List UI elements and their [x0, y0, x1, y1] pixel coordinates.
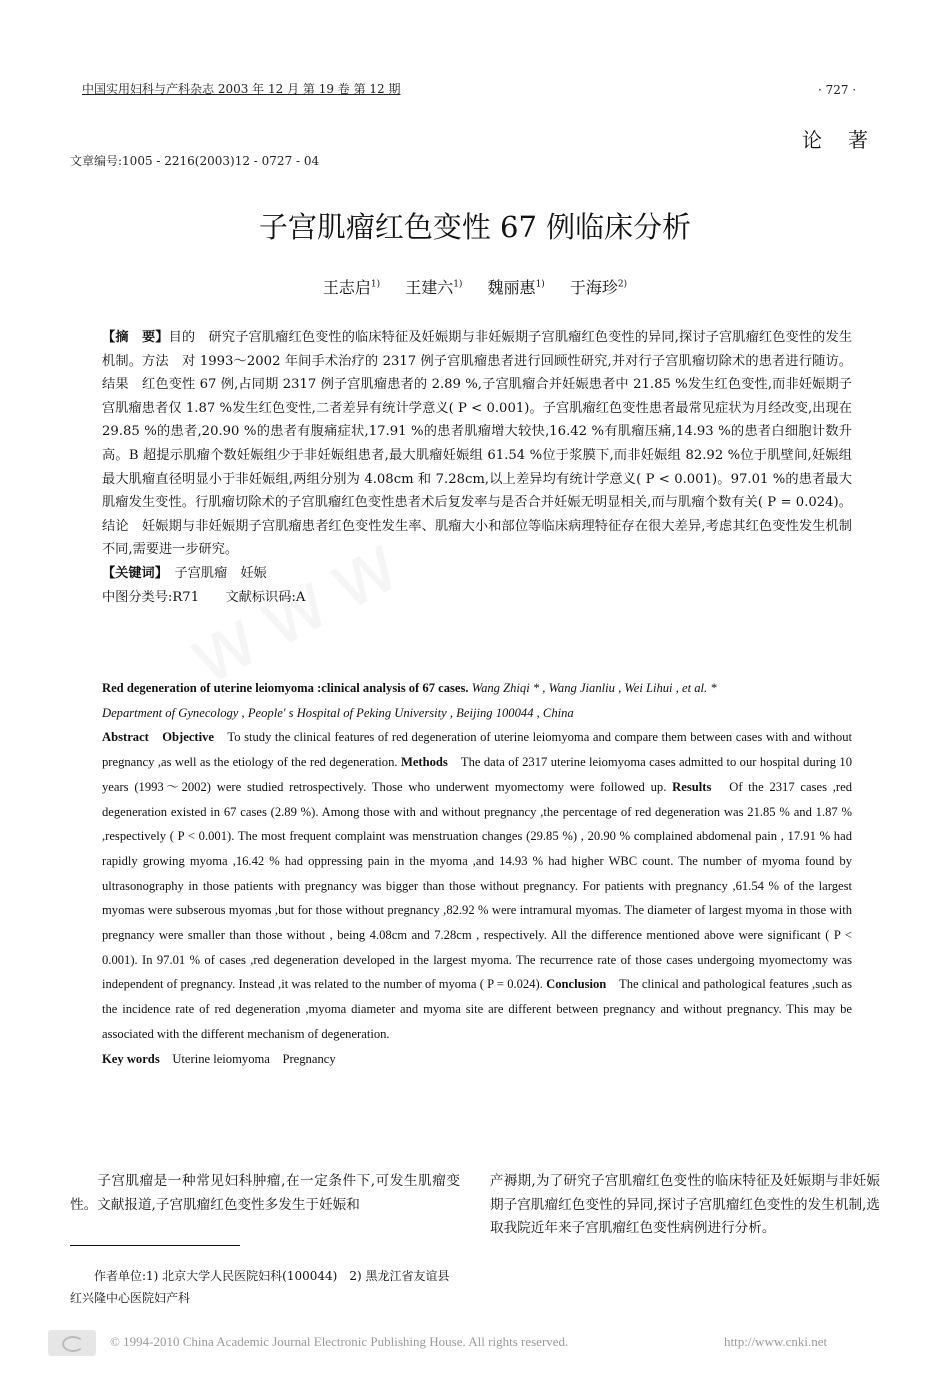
classification: 中图分类号:R71 文献标识码:A	[102, 589, 306, 605]
page-number: · 727 ·	[818, 83, 857, 97]
article-number: 文章编号:1005 - 2216(2003)12 - 0727 - 04	[70, 154, 320, 168]
author-list	[0, 275, 950, 298]
chinese-abstract	[102, 326, 852, 609]
footnote-divider	[70, 1245, 240, 1246]
section-label: 论著	[802, 128, 894, 152]
paper-title: 子宫肌瘤红色变性 67 例临床分析	[258, 210, 692, 244]
body-column-left: 子宫肌瘤是一种常见妇科肿瘤,在一定条件下,可发生肌瘤变性。文献报道,子宫肌瘤红色变性多发生于妊娠和	[70, 1173, 460, 1213]
cnki-link[interactable]: http://www.cnki.net	[724, 1334, 828, 1349]
english-abstract	[102, 676, 852, 1071]
copyright-text: © 1994-2010 China Academic Journal Electronic Publishing House. All rights reserved.	[110, 1334, 569, 1349]
author: 于海珍$^{2)}$	[569, 278, 628, 297]
author: 王建六$^{1)}$	[405, 278, 463, 297]
author: 魏丽惠$^{1)}$	[487, 278, 545, 297]
cnki-logo-icon	[48, 1330, 96, 1356]
keywords-cn: 【关键词】 子宫肌瘤 妊娠	[102, 565, 267, 581]
abstract-cn-paragraph: 【摘 要】目的 研究子宫肌瘤红色变性的临床特征及妊娠期与非妊娠期子宫肌瘤红色变性的异同,探讨子宫肌瘤红色变性的发生机制。方法 对 1993～2002 年间手术治疗的 2317 例子宫肌瘤患者进行回顾性研究,并对行子宫肌瘤切除术的患者进行随访。结果 红色变性 67 例,占同期 2317 例子宫肌瘤患者的 2.89 %,子宫肌瘤合并妊娠患者中 21.85 %发生红色变性,而非妊娠期子宫肌瘤患者仅 1.87 %发生红色变性,二者差异有统计学意义( P < 0.001)。子宫肌瘤红色变性患者最常见症状为月经改变,出现在 29.85 %的患者,20.90 %的患者有腹痛症状,17.91 %的患者肌瘤增大较快,16.42 %有肌瘤压痛,14.93 %的患者白细胞计数升高。B 超提示肌瘤个数妊娠组少于非妊娠组患者,最大肌瘤妊娠组 61.54 %位于浆膜下,而非妊娠组 82.92 %位于肌壁间,妊娠组最大肌瘤直径明显小于非妊娠组,两组分别为 4.08cm 和 7.28cm,以上差异均有统计学意义( P < 0.001)。97.01 %的患者最大肌瘤发生变性。行肌瘤切除术的子宫肌瘤红色变性患者术后复发率与是否合并妊娠无明显相关,而与肌瘤个数有关( P = 0.024)。结论 妊娠期与非妊娠期子宫肌瘤患者红色变性发生率、肌瘤大小和部位等临床病理特征存在很大差异,考虑其红色变性发生机制不同,需要进一步研究。	[102, 330, 853, 558]
author: 王志启$^{1)}$	[322, 278, 381, 297]
affiliation: Department of Gynecology , People' s Hospital of Peking University , Beijing 100044 , China	[102, 705, 574, 720]
abstract-cn-label: 【摘 要】	[102, 330, 169, 345]
author-affiliation-footnote: 作者单位:1) 北京大学人民医院妇科(100044) 2) 黑龙江省友谊县红兴隆中心医院妇产科	[70, 1269, 450, 1305]
abstract-en-body: Abstract Objective To study the clinical features of red degeneration of uterine leiomyoma and compare them between cases with and without pregnancy ,as well as the etiology of the red degeneration. Methods The data of 2317 uterine leiomyoma cases admitted to our hospital during 10 years (1993～2002) were studied retrospectively. Those who underwent myomectomy were followed up. Results Of the 2317 cases ,red degeneration existed in 67 cases (2.89 %). Among those with and without pregnancy ,the percentage of red degeneration was 21.85 % and 1.87 % ,respectively ( P < 0.001). The most frequent complaint was menstruation changes (29.85 %) , 20.90 % complained abdomenal pain , 17.91 % had rapidly growing myoma ,16.42 % had oppressing pain in the myoma ,and 14.93 % had higher WBC count. The number of myoma found by ultrasonography in those patients with pregnancy was bigger than those without pregnancy. For patients with pregnancy ,61.54 % of the largest myomas were subserous myomas ,but for those without pregnancy ,82.92 % were intramural myomas. The diameter of largest myoma in those with pregnancy were smaller than those without , being 4.08cm and 7.28cm , respectively. All the difference mentioned above were significant ( P < 0.001). In 97.01 % of cases ,red degeneration developed in the largest myoma. The recurrence rate of those cases undergoing myomectomy was independent of pregnancy. Instead ,it was related to the number of myoma ( P = 0.024). Conclusion The clinical and pathological features ,such as the incidence rate of red degeneration ,myoma diameter and myoma site are different between pregnancy and without pregnancy. This may be associated with the different mechanism of degeneration.	[102, 730, 853, 1041]
keywords-en: Key words Uterine leiomyoma Pregnancy	[102, 1051, 336, 1066]
english-title-line: Red degeneration of uterine leiomyoma :clinical analysis of 67 cases. Wang Zhiqi * , Wang Jianliu , Wei Lihui , et al. *	[102, 681, 717, 695]
copyright-footer	[48, 1330, 908, 1356]
journal-header: 中国实用妇科与产科杂志 2003 年 12 月 第 19 卷 第 12 期	[82, 82, 401, 96]
body-column-right: 产褥期,为了研究子宫肌瘤红色变性的临床特征及妊娠期与非妊娠期子宫肌瘤红色变性的异同,探讨子宫肌瘤红色变性的发生机制,选取我院近年来子宫肌瘤红色变性病例进行分析。	[490, 1173, 880, 1237]
